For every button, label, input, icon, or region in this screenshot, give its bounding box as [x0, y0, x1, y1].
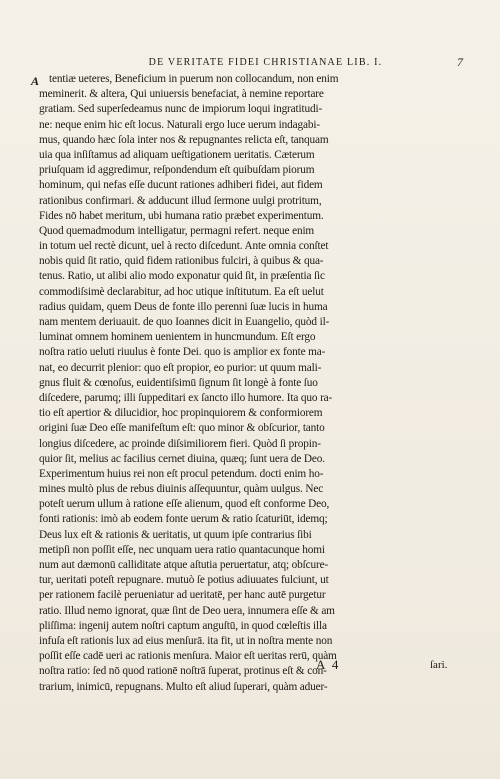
text-line: nat, eo decurrit plenior: quo eſt propior, eo purior: ut quum mali- — [39, 361, 322, 374]
text-line: nobis quid ſit ratio, quid fidem rationibus fulciri, à quibus & qua- — [39, 255, 324, 268]
text-line: priuſquam id aggredimur, reſpondendum eſt quibuſdam piorum — [39, 164, 315, 177]
text-line: tio eſt apertior & dilucidior, hoc propinquiorem & conformiorem — [39, 407, 323, 420]
text-line: metipſi non poſſit eſſe, nec unquam uera ratio quantacunque homi — [39, 543, 325, 556]
text-line: rationibus confirmari. & adducunt illud ſermone uulgi protritum, — [39, 194, 322, 207]
text-line: mus, quando hæc ſola inter nos & repugnantes relicta eſt, tanquam — [39, 133, 329, 146]
text-line: Deus lux eſt & rationis & ueritatis, ut quum ipſe contrarius ſibi — [39, 528, 312, 541]
text-line: diſcedere, parumq; illi ſuppeditari ex ſancto illo humore. Ita quo ra- — [39, 391, 333, 404]
text-line: gnus fluit & cœnoſus, euidentiſsimū ſignum ſit longè à fonte ſuo — [39, 376, 318, 389]
text-line: poſſit eſſe cadē ueri ac rationis menſura. Maior eſt ueritas rerū, quàm — [39, 650, 337, 663]
text-line: commodiſsimè declarabitur, ad hoc utique inſtitutum. Ea eſt uelut — [39, 285, 324, 298]
text-line: noſtra ratio ueluti riuulus è fonte Dei. quo is amplior ex fonte ma- — [39, 346, 326, 359]
text-line: fonti rationis: imò ab eodem fonte uerum & ratio ſcaturiūt, idemq; — [39, 513, 328, 526]
text-line: longius diſcedere, ac proinde diſsimiliorem fieri. Quòd ſi propin- — [39, 437, 321, 450]
running-title: DE VERITATE FIDEI CHRISTIANAE LIB. I. — [148, 57, 383, 68]
text-line: origini ſuæ Deo eſſe manifeſtum eſt: quo minor & obſcurior, tanto — [39, 422, 325, 435]
text-line: quior ſit, melius ac facilius cernet diuina, quæq; ſunt uera de Deo. — [39, 452, 325, 465]
text-line: Fides nō habet meritum, ubi humana ratio præbet experimentum. — [39, 209, 324, 222]
text-line: infuſa eſt rationis lux ad eius menſurā. ita fit, ut in noſtra mente non — [39, 634, 333, 647]
text-line: trarium, inimicū, repugnans. Multo eſt aliud ſuperari, quàm aduer- — [39, 680, 328, 693]
text-line: tentiæ ueteres, Beneficium in puerum non collocandum, non enim — [49, 73, 339, 85]
signature-mark: A 4 — [316, 657, 341, 672]
body-text — [39, 72, 459, 695]
text-line: uia qua inſiſtamus ad aliquam ueſtigationem ueritatis. Cæterum — [39, 148, 315, 161]
text-line: luminat omnem hominem uenientem in huncmundum. Eſt ergo — [39, 331, 316, 344]
text-line: mines multò plus de rebus diuinis aſſequuntur, quàm uulgus. Nec — [39, 483, 324, 496]
text-line: ratio. Illud nemo ignorat, quæ ſint de Deo uera, innumera eſſe & am — [39, 604, 335, 617]
text-line: Quod quemadmodum intelligatur, permagni refert. neque enim — [39, 224, 315, 237]
text-line: tur, ueritati poteſt repugnare. mutuò ſe potius adiuuates fulciunt, ut — [39, 574, 329, 587]
text-line: gratiam. Sed superſedeamus nunc de impiorum loqui ingratitudi- — [39, 103, 323, 116]
text-line: nam mentem deriuauit. de quo Ioannes dicit in Euangelio, quòd il- — [39, 316, 330, 328]
text-line: num aut dæmonū calliditate atque aſtutia peruertatur, atq; obſcure- — [39, 559, 329, 571]
text-line: radius quidam, quem Deus de fonte illo perenni ſuæ lucis in huma — [39, 300, 328, 313]
page-number: 7 — [457, 55, 463, 69]
text-line: in totum uel rectè dicunt, uel à recto diſcedunt. Ante omnia conſtet — [39, 240, 329, 253]
text-line: meminerit. & altera, Qui uniuersis benefaciat, à nemine reportare — [39, 88, 324, 101]
text-line: Experimentum huius rei non eſt procul petendum. docti enim ho- — [39, 467, 324, 480]
text-line: noſtra ratio: ſed nō quod rationē noſtrā ſuperat, protinus eſt & con- — [39, 665, 327, 678]
text-line: poteſt uerum ullum à ratione eſſe alienum, quod eſt conforme Deo, — [39, 498, 330, 511]
text-line: hominum, qui nefas eſſe ducunt rationes adhiberi fidei, aut fidem — [39, 179, 323, 192]
initial-letter: A — [31, 74, 40, 88]
text-line: ne: neque enim hic eſt locus. Naturali ergo luce uerum indagabi- — [39, 118, 320, 131]
text-line: per rationem facilè perueniatur ad ueritatē, per hanc autē purgetur — [39, 589, 326, 602]
text-line: tenus. Ratio, ut alibi alio modo exponatur quid ſit, in præſentia ſic — [39, 270, 325, 283]
text-line: pliſſima: ingenij autem noſtri captum anguſtū, in quod cœleſtis illa — [39, 619, 327, 632]
running-header — [58, 57, 473, 68]
catchword: ſari. — [430, 659, 448, 671]
